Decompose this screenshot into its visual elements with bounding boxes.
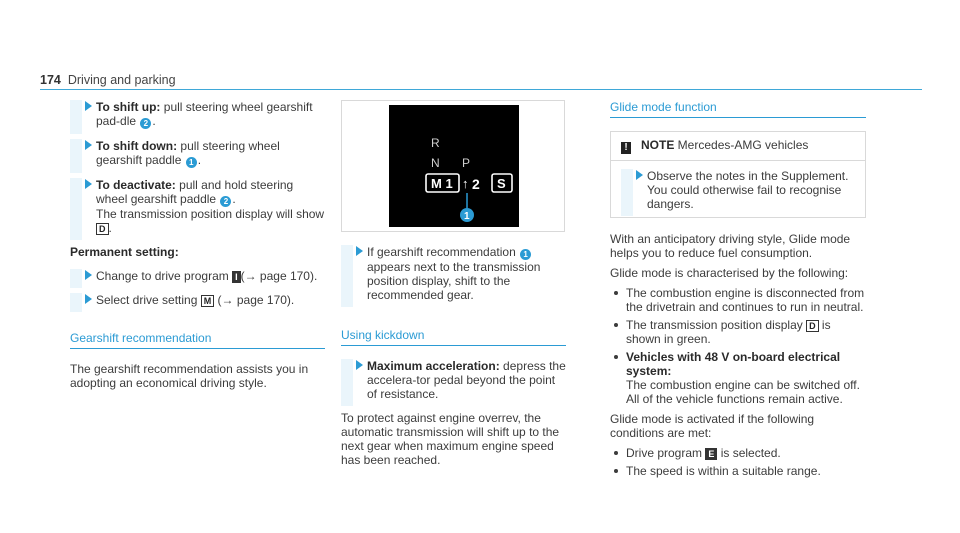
step-label: Maximum acceleration: <box>367 359 500 373</box>
callout-badge: 1 <box>520 249 531 260</box>
note-box <box>610 131 866 218</box>
display-screen <box>389 105 519 227</box>
step-deactivate: To deactivate: pull and hold steering wheel gearshift paddle 2 . The transmission position display will show D . <box>70 178 325 235</box>
mode-s: S <box>497 176 506 191</box>
upshift-arrow-icon: ↑ <box>462 176 469 191</box>
step-drive-program: Change to drive program I (→ page 170). <box>70 269 325 283</box>
step-arrow-icon <box>356 360 363 370</box>
step-label: To shift up: <box>96 100 161 114</box>
section-title-glide: Glide mode function <box>610 100 866 118</box>
glide-characteristics-list <box>610 286 866 406</box>
section-name: Driving and parking <box>67 73 176 87</box>
individual-program-icon: I <box>232 271 241 283</box>
step-arrow-icon <box>85 294 92 304</box>
step-recommendation: If gearshift recommendation 1 appears next to the transmission position display, shift to the recommended gear. <box>341 245 566 302</box>
gear-r: R <box>431 136 440 150</box>
step-bar <box>70 178 82 240</box>
column-middle <box>341 100 566 473</box>
header-rule <box>40 89 922 90</box>
permanent-setting-heading: Permanent setting: <box>70 245 179 259</box>
glide-paragraph-2: Glide mode is characterised by the following: <box>610 266 849 280</box>
section-title-gearshift: Gearshift recommendation <box>70 331 325 349</box>
gear-p: P <box>462 156 471 170</box>
step-arrow-icon <box>85 101 92 111</box>
list-item: Drive program E is selected. <box>610 446 866 460</box>
section-title-kickdown: Using kickdown <box>341 328 566 346</box>
step-arrow-icon <box>85 140 92 150</box>
note-label: NOTE <box>641 138 675 152</box>
step-arrow-icon <box>356 246 363 256</box>
list-item: The speed is within a suitable range. <box>610 464 866 478</box>
recommended-gear: 2 <box>472 176 480 192</box>
step-bar <box>70 293 82 312</box>
list-item: The transmission position display D is shown in green. <box>610 318 866 346</box>
gear-m1: M 1 <box>431 176 453 191</box>
gear-n: N <box>431 156 440 170</box>
callout-badge: 1 <box>186 157 197 168</box>
callout-number: 1 <box>464 211 470 222</box>
glide-conditions-list <box>610 446 866 478</box>
step-bar <box>341 245 353 307</box>
kickdown-paragraph: To protect against engine overrev, the automatic transmission will shift up to the next gear when maximum engine speed has been reached. <box>341 411 560 467</box>
note-step: Observe the notes in the Supplement. You could otherwise fail to recognise dangers. <box>621 169 855 211</box>
step-bar <box>70 139 82 173</box>
manual-m-icon: M <box>201 295 215 307</box>
page-reference: (→ page 170). <box>214 293 295 307</box>
column-left <box>70 100 325 396</box>
page-header <box>40 73 176 87</box>
step-shift-down: To shift down: pull steering wheel gearshift paddle 1 . <box>70 139 325 168</box>
gearshift-paragraph: The gearshift recommendation assists you in adopting an economical driving style. <box>70 362 309 390</box>
step-arrow-icon <box>85 270 92 280</box>
page-reference: (→ page 170). <box>240 269 318 283</box>
list-item: Vehicles with 48 V on-board electrical system: The combustion engine can be switched off. All of the vehicle functions remain active. <box>610 350 866 406</box>
glide-paragraph-3: Glide mode is activated if the following conditions are met: <box>610 412 815 440</box>
drive-d-icon: D <box>96 223 109 235</box>
list-item: The combustion engine is disconnected from the drivetrain and continues to run in neutral. <box>610 286 866 314</box>
transmission-display-image <box>341 100 565 232</box>
step-arrow-icon <box>85 179 92 189</box>
warning-icon: ! <box>621 142 631 154</box>
step-bar <box>621 169 633 216</box>
gear-display-graphic <box>389 105 519 227</box>
step-kickdown: Maximum acceleration: depress the accelera-tor pedal beyond the point of resistance. <box>341 359 566 401</box>
glide-paragraph-1: With an anticipatory driving style, Glide mode helps you to reduce fuel consumption. <box>610 232 851 260</box>
step-arrow-icon <box>636 170 643 180</box>
column-right <box>610 100 866 484</box>
note-header: ! NOTE Mercedes-AMG vehicles <box>611 132 865 161</box>
step-label: To deactivate: <box>96 178 176 192</box>
step-shift-up: To shift up: pull steering wheel gearshift pad-dle 2 . <box>70 100 325 129</box>
callout-badge: 2 <box>220 196 231 207</box>
drive-d-icon: D <box>806 320 819 332</box>
callout-badge: 2 <box>140 118 151 129</box>
eco-program-icon: E <box>705 448 717 460</box>
page-number: 174 <box>40 73 61 87</box>
step-bar <box>70 100 82 134</box>
step-drive-setting: Select drive setting M (→ page 170). <box>70 293 325 307</box>
step-label: To shift down: <box>96 139 178 153</box>
step-bar <box>70 269 82 288</box>
step-bar <box>341 359 353 406</box>
